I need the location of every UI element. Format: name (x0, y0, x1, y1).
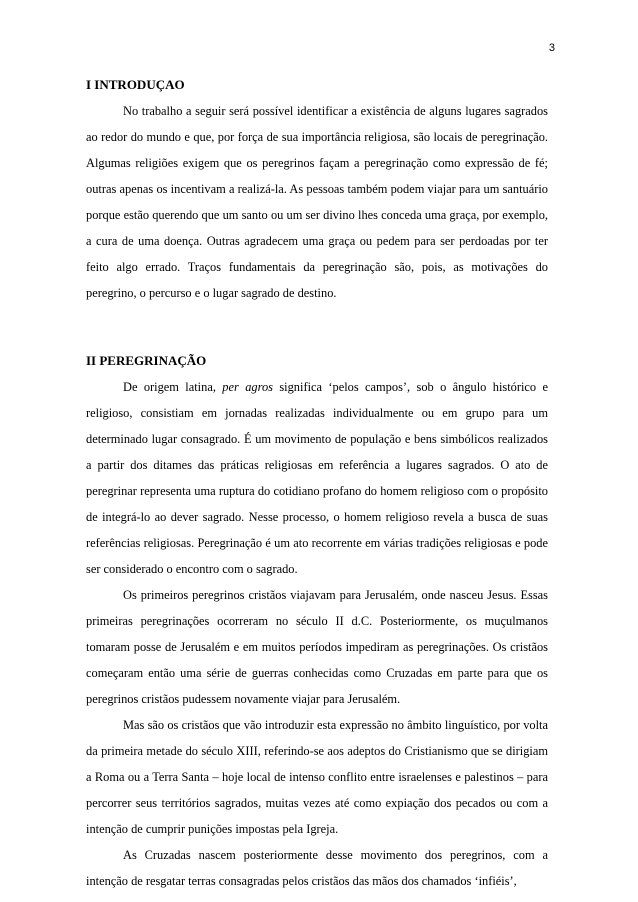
paragraph: Os primeiros peregrinos cristãos viajavam para Jerusalém, onde nasceu Jesus. Essas primeiras peregrinações ocorreram no século II d.C. Posteriormente, os muçulmanos tomaram posse de Jerusalém e em muitos períodos impediram as peregrinações. Os cristãos começaram então uma série de guerras conhecidas como Cruzadas em parte para que os peregrinos cristãos pudessem novamente viajar para Jerusalém. (86, 588, 548, 706)
paragraph: Mas são os cristãos que vão introduzir esta expressão no âmbito linguístico, por volta da primeira metade do século XIII, referindo-se aos adeptos do Cristianismo que se dirigiam a Roma ou a Terra Santa – hoje local de intenso conflito entre israelenses e palestinos – para percorrer seus territórios sagrados, muitas vezes até como expiação dos pecados ou com a intenção de cumprir punições impostas pela Igreja. (86, 718, 548, 836)
section-heading: I INTRODUÇAO (86, 77, 185, 92)
paragraph-text: significa ‘pelos campos’, sob o ângulo histórico e religioso, consistiam em jornadas realizadas individualmente ou em grupo para um determinado lugar consagrado. É um movimento de população e bens simbólicos realizados a partir dos ditames das práticas religiosas em referência a lugares sagrados. O ato de peregrinar representa uma ruptura do cotidiano profano do homem religioso com o propósito de integrá-lo ao dever sagrado. Nesse processo, o homem religioso revela a busca de suas referências religiosas. Peregrinação é um ato recorrente em várias tradições religiosas e pode ser considerado o encontro com o sagrado. (86, 380, 548, 576)
section-peregrinacao (86, 348, 548, 894)
page-body (86, 72, 548, 894)
page-number: 3 (548, 42, 555, 54)
latin-term: per agros (222, 380, 273, 394)
section-introduction (86, 72, 548, 306)
paragraph: No trabalho a seguir será possível identificar a existência de alguns lugares sagrados ao redor do mundo e que, por força de sua importância religiosa, são locais de peregrinação. Algumas religiões exigem que os peregrinos façam a peregrinação como expressão de fé; outras apenas os incentivam a realizá-la. As pessoas também podem viajar para um santuário porque estão querendo que um santo ou um ser divino lhes conceda uma graça, por exemplo, a cura de uma doença. Outras agradecem uma graça ou pedem para ser perdoadas por ter feito algo errado. Traços fundamentais da peregrinação são, pois, as motivações do peregrino, o percurso e o lugar sagrado de destino. (86, 104, 548, 300)
paragraph: As Cruzadas nascem posteriormente desse movimento dos peregrinos, com a intenção de resgatar terras consagradas pelos cristãos das mãos dos chamados ‘infiéis’, (86, 848, 548, 888)
paragraph (86, 374, 548, 582)
section-heading: II PEREGRINAÇÃO (86, 353, 207, 368)
paragraph-text: De origem latina, (123, 380, 223, 394)
section-spacer (86, 322, 548, 348)
